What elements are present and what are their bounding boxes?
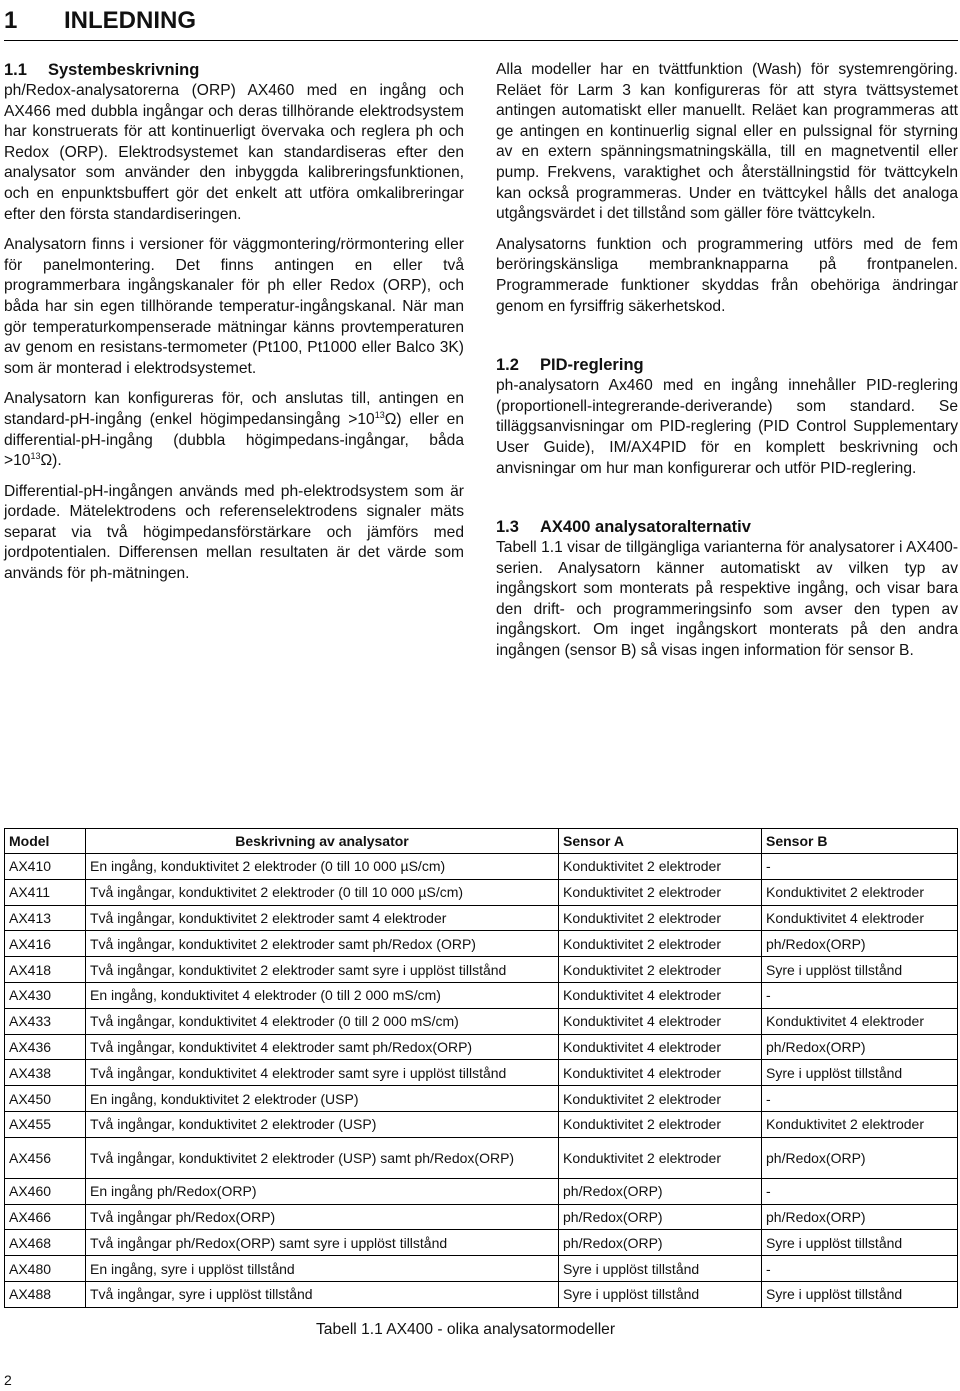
table-row [5, 1034, 958, 1060]
cell-model: AX460 [5, 1178, 86, 1204]
cell-model: AX456 [5, 1137, 86, 1178]
cell-sensor-a: Konduktivitet 2 elektroder [559, 1086, 762, 1112]
cell-description: En ingång, konduktivitet 2 elektroder (0 till 10 000 µS/cm) [86, 854, 559, 880]
cell-model: AX433 [5, 1008, 86, 1034]
chapter-heading [4, 2, 958, 41]
cell-description: En ingång, konduktivitet 4 elektroder (0 till 2 000 mS/cm) [86, 982, 559, 1008]
analyzer-models-table [4, 828, 958, 1308]
text-part: Ω). [40, 452, 62, 470]
paragraph-pid: ph-analysatorn Ax460 med en ingång innehåller PID-reglering (proportionell-integrerande-deriverande) som standard. Se tilläggsanvisningar om PID-reglering (PID Control Supplementary User Guide), IM/AX4PID för en komplett beskrivning och anvisningar om hur man konfigurerar och utför PID-reglering. [496, 377, 958, 477]
cell-model: AX450 [5, 1086, 86, 1112]
column-header-sensor-b: Sensor B [762, 829, 958, 854]
cell-sensor-b: - [762, 982, 958, 1008]
cell-sensor-a: Konduktivitet 4 elektroder [559, 1060, 762, 1086]
cell-sensor-a: Syre i upplöst tillstånd [559, 1281, 762, 1307]
cell-sensor-b: Konduktivitet 4 elektroder [762, 905, 958, 931]
cell-model: AX455 [5, 1111, 86, 1137]
cell-model: AX413 [5, 905, 86, 931]
cell-description: Två ingångar, konduktivitet 2 elektroder (USP) [86, 1111, 559, 1137]
table-row [5, 931, 958, 957]
cell-sensor-a: Konduktivitet 2 elektroder [559, 905, 762, 931]
paragraph-differential-input: Differential-pH-ingången används med ph-elektrodsystem som är jordade. Mätelektrodens och referenselektrodens signaler mäts separat via två högimpedansförstärkare och jämförs med jordpotentialen. Differensen mellan resultaten är det värde som används för ph-mätningen. [4, 482, 464, 583]
cell-model: AX418 [5, 957, 86, 983]
cell-sensor-b: Syre i upplöst tillstånd [762, 957, 958, 983]
cell-description: Två ingångar, konduktivitet 4 elektroder samt syre i upplöst tillstånd [86, 1060, 559, 1086]
paragraph-system-description: ph/Redox-analysatorerna (ORP) AX460 med en ingång och AX466 med dubbla ingångar och deras tillhörande elektrodsystem har konstruerats för att kontinuerligt övervaka och reglera ph och Redox (ORP). Elektrodsystemet kan standardiseras efter den analysator som använder den inbyggda kalibreringsfunktionen, och en enpunktsbuffert gör det enkelt att utföra omkalibreringar efter den första standardiseringen. [4, 82, 464, 223]
cell-sensor-b: ph/Redox(ORP) [762, 1034, 958, 1060]
cell-sensor-b: Konduktivitet 4 elektroder [762, 1008, 958, 1034]
cell-model: AX416 [5, 931, 86, 957]
chapter-title: INLEDNING [64, 7, 196, 34]
cell-description: En ingång, konduktivitet 2 elektroder (USP) [86, 1086, 559, 1112]
cell-description: Två ingångar, konduktivitet 2 elektroder samt ph/Redox (ORP) [86, 931, 559, 957]
cell-sensor-a: Konduktivitet 2 elektroder [559, 931, 762, 957]
cell-description: Två ingångar ph/Redox(ORP) samt syre i upplöst tillstånd [86, 1230, 559, 1256]
cell-description: Två ingångar, syre i upplöst tillstånd [86, 1281, 559, 1307]
exponent: 13 [374, 409, 385, 420]
cell-model: AX411 [5, 879, 86, 905]
cell-sensor-a: Syre i upplöst tillstånd [559, 1256, 762, 1282]
cell-sensor-b: - [762, 854, 958, 880]
left-column [4, 60, 464, 595]
section-number: 1.2 [496, 356, 519, 375]
section-heading-1-1 [4, 60, 464, 81]
paragraph-wash-function: Alla modeller har en tvättfunktion (Wash) för systemrengöring. Reläet för Larm 3 kan konfigureras för att styra tvättsystemet antingen automatiskt eller manuellt. Reläet kan programmeras att ge antingen en kontinuerlig signal eller en pulssignal för styrning av en extern spänningsmatningskälla, till en magnetventil eller pump. Frekvens, varaktighet och återställningstid för tvättcykeln kan också programmeras. Under en tvättcykel hålls det analoga utgångsvärdet i det tillstånd som gäller före tvättcykeln. [496, 61, 958, 223]
section-title: PID-reglering [540, 356, 644, 375]
paragraph-input-config [4, 389, 464, 471]
cell-model: AX410 [5, 854, 86, 880]
table-caption: Tabell 1.1 AX400 - olika analysatormodeller [316, 1321, 616, 1338]
cell-sensor-a: Konduktivitet 2 elektroder [559, 1137, 762, 1178]
table-row [5, 1230, 958, 1256]
cell-sensor-b: - [762, 1256, 958, 1282]
cell-sensor-a: Konduktivitet 2 elektroder [559, 1111, 762, 1137]
cell-description: En ingång, syre i upplöst tillstånd [86, 1256, 559, 1282]
section-heading-1-2 [496, 355, 958, 376]
cell-sensor-a: Konduktivitet 2 elektroder [559, 957, 762, 983]
paragraph-mounting-versions: Analysatorn finns i versioner för väggmontering/rörmontering eller för panelmontering. Det finns antingen en eller två programmerbara ingångskanaler för ph eller Redox (ORP), och båda har sin egen tillhörande temperatur-ingångskanal. När man gör temperaturkompenserade mätningar känns provtemperaturen av genom en resistans-termometer (Pt100, Pt1000 eller Balco 3K) som är monterad i elektrodsystemet. [4, 236, 464, 377]
chapter-number: 1 [4, 7, 18, 34]
spacer [496, 489, 958, 517]
cell-description: Två ingångar, konduktivitet 2 elektroder samt syre i upplöst tillstånd [86, 957, 559, 983]
table-body [5, 854, 958, 1308]
cell-model: AX436 [5, 1034, 86, 1060]
table-header-row [5, 829, 958, 854]
paragraph-options: Tabell 1.1 visar de tillgängliga varianterna för analysatorer i AX400-serien. Analysatorn känner automatiskt av vilken typ av ingångskort som monterats på respektive ingång, och visar bara den drift- och programmeringsinfo som avser den typen av ingångskort. Om inget ingångskort monterats på den andra ingången (sensor B) så visas ingen information för sensor B. [496, 539, 959, 660]
cell-sensor-b: Syre i upplöst tillstånd [762, 1060, 958, 1086]
page-number: 2 [4, 1372, 12, 1388]
column-header-sensor-a: Sensor A [559, 829, 762, 854]
cell-model: AX468 [5, 1230, 86, 1256]
text-part: Analysatorn kan konfigureras för, och anslutas till, antingen en standard-pH-ingång (enkel högimpedansingång >10 [4, 390, 464, 428]
table-row [5, 854, 958, 880]
section-number: 1.1 [4, 61, 27, 79]
cell-sensor-b: ph/Redox(ORP) [762, 931, 958, 957]
cell-model: AX488 [5, 1281, 86, 1307]
cell-sensor-b: - [762, 1178, 958, 1204]
section-title: AX400 analysatoralternativ [540, 518, 751, 537]
table-row [5, 1256, 958, 1282]
cell-model: AX466 [5, 1204, 86, 1230]
exponent: 13 [30, 450, 41, 461]
cell-sensor-a: ph/Redox(ORP) [559, 1230, 762, 1256]
cell-model: AX438 [5, 1060, 86, 1086]
cell-model: AX480 [5, 1256, 86, 1282]
cell-sensor-b: ph/Redox(ORP) [762, 1204, 958, 1230]
table-row [5, 1178, 958, 1204]
cell-sensor-a: Konduktivitet 2 elektroder [559, 879, 762, 905]
cell-model: AX430 [5, 982, 86, 1008]
spacer [496, 327, 958, 355]
cell-description: Två ingångar, konduktivitet 4 elektroder (0 till 2 000 mS/cm) [86, 1008, 559, 1034]
cell-description: Två ingångar, konduktivitet 4 elektroder samt ph/Redox(ORP) [86, 1034, 559, 1060]
table-row [5, 1008, 958, 1034]
table-row [5, 1111, 958, 1137]
table-row [5, 1086, 958, 1112]
cell-description: En ingång ph/Redox(ORP) [86, 1178, 559, 1204]
table-row [5, 879, 958, 905]
column-header-description: Beskrivning av analysator [86, 829, 559, 854]
table-row [5, 1281, 958, 1307]
cell-description: Två ingångar ph/Redox(ORP) [86, 1204, 559, 1230]
right-column [496, 60, 958, 672]
table-row [5, 1204, 958, 1230]
cell-sensor-b: Syre i upplöst tillstånd [762, 1230, 958, 1256]
section-title: Systembeskrivning [48, 61, 200, 79]
cell-sensor-a: ph/Redox(ORP) [559, 1178, 762, 1204]
table-row [5, 905, 958, 931]
text-part: Ω) eller en differential-pH-ingång (dubbla högimpedans-ingångar, båda >10 [4, 410, 465, 470]
cell-sensor-b: Konduktivitet 2 elektroder [762, 1111, 958, 1137]
cell-sensor-a: Konduktivitet 4 elektroder [559, 1008, 762, 1034]
cell-sensor-a: Konduktivitet 2 elektroder [559, 854, 762, 880]
section-number: 1.3 [496, 518, 519, 537]
cell-sensor-b: Syre i upplöst tillstånd [762, 1281, 958, 1307]
cell-description: Två ingångar, konduktivitet 2 elektroder (USP) samt ph/Redox(ORP) [86, 1137, 559, 1178]
column-header-model: Model [5, 829, 86, 854]
table-row [5, 957, 958, 983]
cell-sensor-a: Konduktivitet 4 elektroder [559, 982, 762, 1008]
cell-description: Två ingångar, konduktivitet 2 elektroder (0 till 10 000 µS/cm) [86, 879, 559, 905]
cell-sensor-b: ph/Redox(ORP) [762, 1137, 958, 1178]
table-row [5, 982, 958, 1008]
cell-description: Två ingångar, konduktivitet 2 elektroder samt 4 elektroder [86, 905, 559, 931]
paragraph-programming: Analysatorns funktion och programmering utförs med de fem beröringskänsliga membranknapparna på frontpanelen. Programmerade funktioner skyddas från obehöriga ändringar genom en fyrsiffrig säkerhetskod. [496, 235, 958, 315]
cell-sensor-b: - [762, 1086, 958, 1112]
section-heading-1-3 [496, 517, 958, 538]
table-row [5, 1060, 958, 1086]
cell-sensor-b: Konduktivitet 2 elektroder [762, 879, 958, 905]
cell-sensor-a: Konduktivitet 4 elektroder [559, 1034, 762, 1060]
cell-sensor-a: ph/Redox(ORP) [559, 1204, 762, 1230]
table-row [5, 1137, 958, 1178]
